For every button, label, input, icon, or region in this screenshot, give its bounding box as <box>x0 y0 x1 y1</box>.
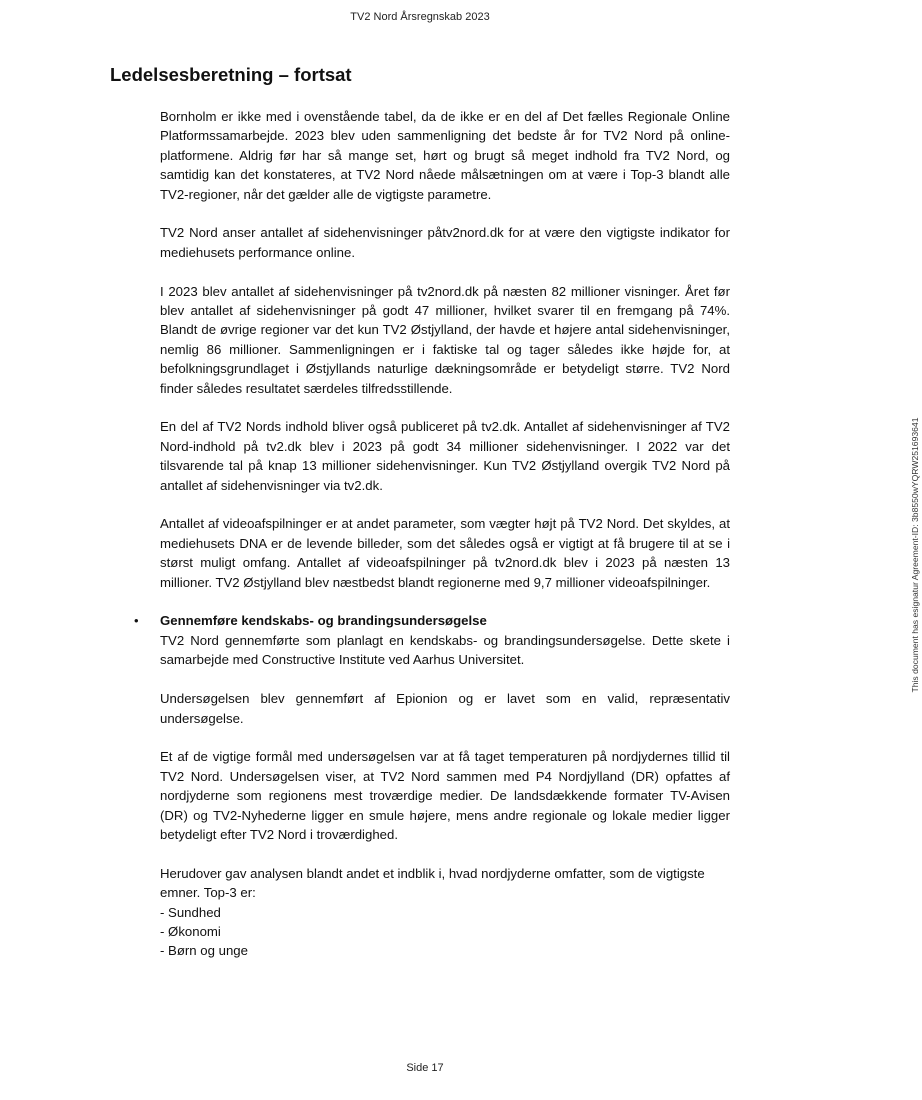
bullet-section <box>134 611 730 960</box>
list-item: - Børn og unge <box>160 943 248 959</box>
list-item: - Sundhed <box>160 904 221 920</box>
paragraph: Undersøgelsen blev gennemført af Epionion og er lavet som en valid, repræsentativ undersøgelse. <box>160 691 730 726</box>
paragraph: Et af de vigtige formål med undersøgelsen var at få taget temperaturen på nordjydernes tillid til TV2 Nord. Undersøgelsen viser, at TV2 Nord sammen med P4 Nordjylland (DR) opfattes af nordjyderne som regionens mest troværdige medier. De landsdækkende formater TV-Avisen (DR) og TV2-Nyhederne ligger en smule højere, mens andre regionale og lokale medier ligger betydeligt efter TV2 Nord i troværdighed. <box>160 749 730 842</box>
section-title: Ledelsesberetning – fortsat <box>110 64 352 85</box>
topic-list <box>160 903 730 961</box>
paragraph: Antallet af videoafspilninger er at andet parameter, som vægter højt på TV2 Nord. Det skyldes, at mediehusets DNA er de levende billeder, som det således også er vigtigt at få brugere til at se i størst muligt omfang. Antallet af videoafspilninger på tv2nord.dk blev i 2023 på næsten 13 millioner. TV2 Østjylland blev næstbedst blandt regionerne med 9,7 millioner videoafspilninger. <box>160 516 730 590</box>
page-header: TV2 Nord Årsregnskab 2023 <box>350 11 490 23</box>
signature-agreement-id: This document has esignatur Agreement-ID: 3b8550wYQRW251693641 <box>910 417 920 693</box>
paragraph: En del af TV2 Nords indhold bliver også publiceret på tv2.dk. Antallet af sidehenvisninger af TV2 Nord-indhold på tv2.dk blev i 2023 på godt 34 millioner sidehenvisninger. I 2022 var det tilsvarende tal på knap 13 millioner sidehenvisninger. Kun TV2 Østjylland overgik TV2 Nord på antallet af sidehenvisninger via tv2.dk. <box>160 419 730 493</box>
bullet-title: Gennemføre kendskabs- og brandingsundersøgelse <box>160 613 487 629</box>
bullet-marker: • <box>134 613 139 629</box>
body-text <box>134 107 730 961</box>
paragraph: TV2 Nord gennemførte som planlagt en kendskabs- og brandingsundersøgelse. Dette skete i samarbejde med Constructive Institute ved Aarhus Universitet. <box>160 632 730 668</box>
page-number: Side 17 <box>406 1062 444 1074</box>
paragraph: Bornholm er ikke med i ovenstående tabel, da de ikke er en del af Det fælles Regionale Online Platformssamarbejde. 2023 blev uden sammenligning det bedste år for TV2 Nord på online-platformene. Aldrig før har så mange set, hørt og brugt så meget indhold fra TV2 Nord, og samtidig kan det konstateres, at TV2 Nord nåede målsætningen om at være i Top-3 blandt alle TV2-regioner, når det gælder alle de vigtigste parametre. <box>160 109 730 202</box>
paragraph: I 2023 blev antallet af sidehenvisninger på tv2nord.dk på næsten 82 millioner visninger. Året før blev antallet af sidehenvisninger på godt 47 millioner, hvilket svarer til en fremgang på 74%. Blandt de øvrige regioner var det kun TV2 Østjylland, der havde et højere antal sidehenvisninger, nemlig 86 millioner. Sammenligningen er i faktiske tal og tager således ikke højde for, at befolkningsgrundlaget i Østjyllands naturlige dækningsområde er betydeligt større. TV2 Nord finder således resultatet særdeles tilfredsstillende. <box>160 283 730 396</box>
list-intro: Herudover gav analysen blandt andet et indblik i, hvad nordjyderne omfatter, som de vigtigste emner. Top-3 er: <box>160 865 705 901</box>
list-item: - Økonomi <box>160 923 221 939</box>
paragraph: TV2 Nord anser antallet af sidehenvisninger påtv2nord.dk for at være den vigtigste indikator for mediehusets performance online. <box>160 225 730 260</box>
